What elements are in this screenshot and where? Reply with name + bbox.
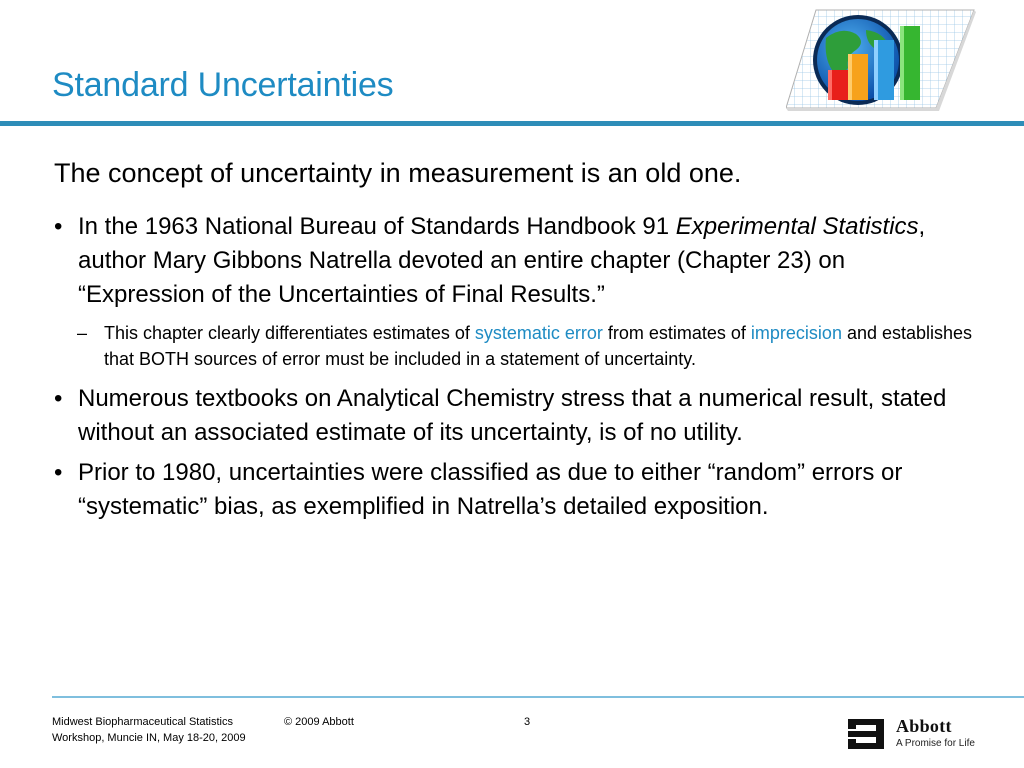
book-title: Experimental Statistics (675, 213, 919, 240)
bullet-list (54, 210, 974, 530)
highlight-imprecision: imprecision (750, 323, 842, 343)
bullet-item: • Prior to 1980, uncertainties were classified as due to either “random” errors or “systematic” bias, as exemplified in Natrella’s detailed exposition. (54, 456, 974, 524)
footer-rule (52, 696, 1024, 698)
title-rule (0, 121, 1024, 126)
brand-tagline: A Promise for Life (896, 738, 975, 749)
globe-bar-chart-icon (786, 8, 976, 112)
highlight-systematic-error: systematic error (474, 323, 603, 343)
bullet-marker: • (54, 459, 63, 486)
bullet-item: • In the 1963 National Bureau of Standards Handbook 91 Experimental Statistics, author Mary Gibbons Natrella devoted an entire chapter (Chapter 23) on “Expression of the Uncertainties of Final Results.” (54, 210, 974, 312)
sub-bullet-marker: – (77, 323, 88, 343)
brand-name: Abbott (896, 716, 952, 736)
slide-title: Standard Uncertainties (52, 66, 394, 104)
bullet-marker: • (54, 213, 63, 240)
bullet-item: • Numerous textbooks on Analytical Chemistry stress that a numerical result, stated without an associated estimate of its uncertainty, is of no utility. (54, 382, 974, 450)
footer-event: Midwest Biopharmaceutical Statistics Workshop, Muncie IN, May 18-20, 2009 (52, 716, 246, 744)
lead-statement: The concept of uncertainty in measurement is an old one. (54, 158, 742, 188)
page-number: 3 (524, 716, 531, 728)
sub-bullet-item: – This chapter clearly differentiates estimates of systematic error from estimates of imprecision and establishes that BOTH sources of error must be included in a statement of uncertainty. (54, 320, 974, 372)
footer-copyright: © 2009 Abbott (284, 716, 354, 728)
bullet-marker: • (54, 385, 63, 412)
